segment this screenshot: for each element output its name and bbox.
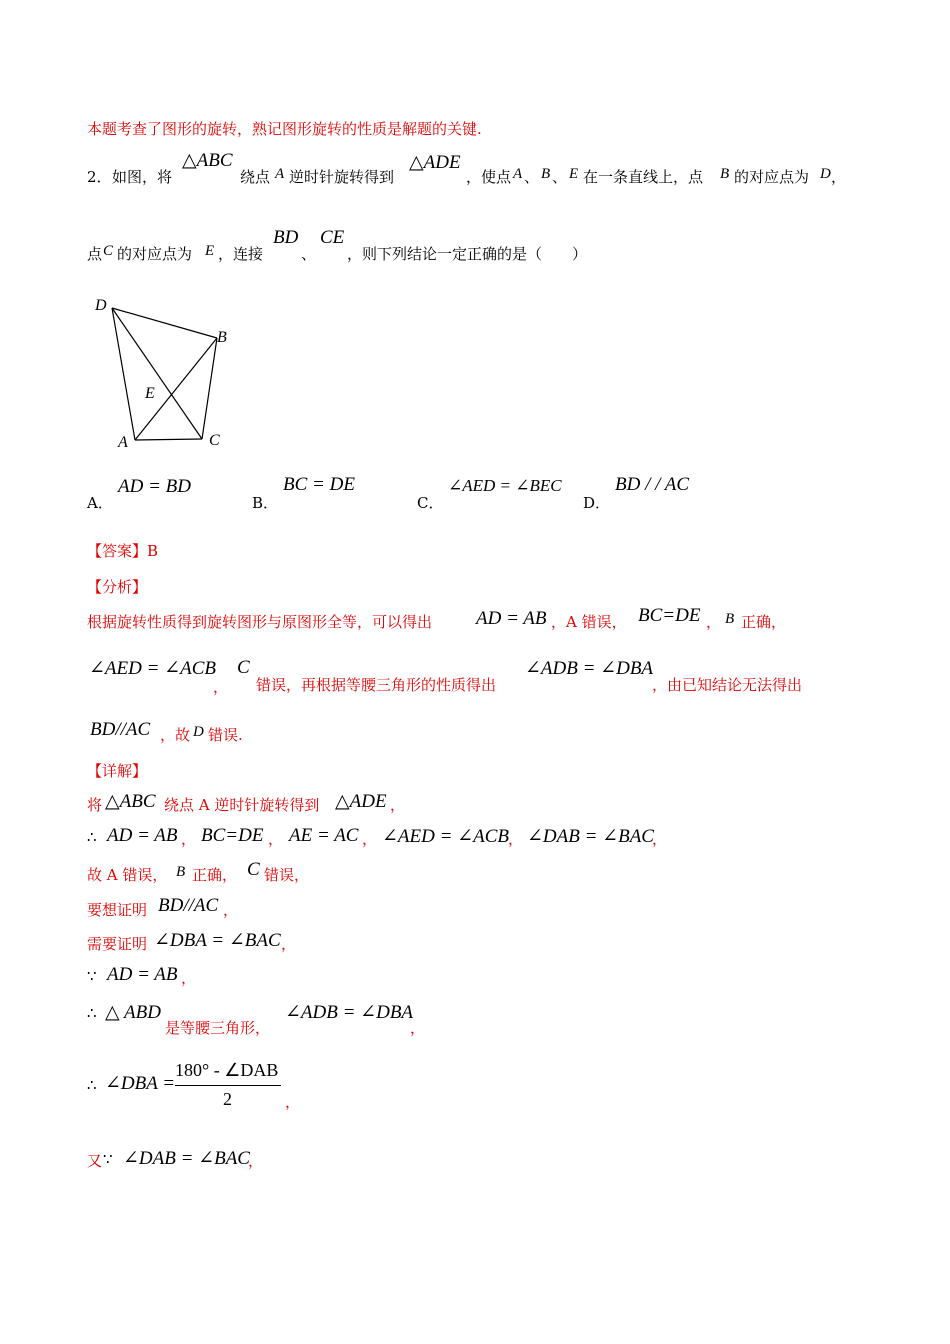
analysis-math: ∠ADB = ∠DBA [525,658,654,679]
detail-math: ∠DAB = ∠BAC [123,1148,250,1169]
question-text: 的对应点为 [734,168,810,186]
figure-label-c: C [209,432,220,449]
answer-line [87,540,158,561]
fraction-numerator: 180° - ∠DAB [175,1060,279,1080]
option-c-expr[interactable]: ∠AED = ∠BEC [448,476,562,495]
math-triangle-abc: △ABC [182,150,233,171]
detail-text: ， [268,830,284,848]
point-label: E [569,166,579,182]
detail-text: ， [652,830,668,848]
point-label: A [275,166,285,182]
separator: 、 [301,245,317,263]
detail-text: 绕点 A 逆时针旋转得到 [164,796,320,814]
option-b-key[interactable]: B． [252,494,279,512]
segment-da [112,308,135,440]
point-label: A [513,166,523,182]
detail-text: ， [410,1019,426,1037]
detail-math: ∠DBA = ∠BAC [154,930,281,951]
option-d-expr[interactable]: BD / / AC [615,474,690,495]
detail-text: 要想证明 [87,901,148,919]
math-triangle-ade: △ADE [409,152,461,173]
analysis-letter: B [725,611,735,627]
detail-text: 故 A 错误， [87,866,168,884]
because-symbol: ∵ [103,1150,113,1168]
detail-text: ， [362,830,378,848]
analysis-letter: C [237,657,250,678]
detail-text: 又 [87,1152,103,1170]
analysis-text: ， [213,678,229,696]
intro-line: 本题考查了图形的旋转，熟记图形旋转的性质是解题的关键. [87,120,482,138]
answer-tag: 【答案】 [87,542,148,560]
question-text: 点 [87,245,103,263]
detail-math: △ADE [335,791,387,812]
question-text: 逆时针旋转得到 [289,168,395,186]
math-segment-ce: CE [320,227,345,248]
analysis-math: ∠AED = ∠ACB [89,658,216,679]
detail-letter: C [247,859,260,880]
therefore-symbol: ∴ [87,828,97,846]
question-text: 的对应点为 [117,245,193,263]
analysis-letter: D [193,724,204,740]
option-b-expr[interactable]: BC = DE [283,474,355,495]
figure-label-e: E [145,385,155,402]
fraction-denominator: 2 [223,1089,232,1109]
analysis-text: 正确， [741,613,787,631]
analysis-text: ，故 [160,726,191,744]
analysis-text: 错误. [208,726,243,744]
detail-text: 需要证明 [87,935,148,953]
option-c-key[interactable]: C． [417,494,444,512]
question-text: ，使点 [466,168,512,186]
detail-math: AE = AC [289,825,359,846]
detail-math: BD//AC [158,895,219,916]
point-label: B [541,166,551,182]
answer-value: B [147,542,159,560]
therefore-symbol: ∴ [87,1076,97,1094]
figure-label-b: B [217,329,227,346]
detail-letter: B [176,864,186,880]
separator: 、 [552,168,568,186]
detail-text: 是等腰三角形， [165,1019,271,1037]
detail-text: ， [390,796,406,814]
geometry-figure [90,290,240,455]
analysis-text: ，A 错误， [551,613,627,631]
detail-text: ， [181,830,197,848]
analysis-tag: 【分析】 [87,578,148,596]
detail-text: 将 [87,796,103,814]
analysis-text: ， [706,613,722,631]
analysis-text: ，由已知结论无法得出 [652,676,803,694]
analysis-math: BC=DE [638,605,701,626]
detail-math: ∠DBA = [105,1073,176,1094]
option-d-key[interactable]: D． [583,494,611,512]
segment-ac [135,439,202,440]
segment-db [112,308,217,338]
question-text: 在一条直线上，点 [583,168,704,186]
analysis-math: BD//AC [90,719,151,740]
question-text: ，则下列结论一定正确的是（ ） [347,245,588,263]
detail-text: ， [248,1152,264,1170]
detail-text: 正确， [192,866,238,884]
point-label: C [103,243,114,259]
detail-text: 错误， [264,866,310,884]
detail-math: ∠DAB = ∠BAC [527,826,654,847]
detail-math: AD = AB [107,825,178,846]
detail-math: ∠ADB = ∠DBA [285,1002,414,1023]
detail-math: BC=DE [201,825,264,846]
analysis-text: 根据旋转性质得到旋转图形与原图形全等，可以得出 [87,613,433,631]
question-text: ， [831,168,847,186]
detail-text: ， [223,901,239,919]
figure-label-a: A [118,434,128,451]
point-label: E [205,243,215,259]
detail-text: ， [181,969,197,987]
math-segment-bd: BD [273,227,299,248]
therefore-symbol: ∴ [87,1004,97,1022]
question-number: 2． [87,168,112,186]
analysis-text: 错误，再根据等腰三角形的性质得出 [256,676,497,694]
question-text: ，连接 [218,245,264,263]
because-symbol: ∵ [87,967,97,985]
option-a-expr[interactable]: AD = BD [118,476,191,497]
detail-text: ， [285,1093,301,1111]
figure-label-d: D [95,297,107,314]
question-text: 如图，将 [112,168,173,186]
point-label: D [820,166,831,182]
question-text: 绕点 [240,168,271,186]
detail-math: AD = AB [107,964,178,985]
analysis-math: AD = AB [476,608,547,629]
detail-text: ， [508,830,524,848]
detail-math: △ ABD [105,1002,161,1023]
detail-math: ∠AED = ∠ACB [382,826,509,847]
detail-math: △ABC [105,791,156,812]
detail-tag: 【详解】 [87,762,148,780]
point-label: B [720,166,730,182]
fraction-bar [175,1085,281,1086]
detail-text: ， [281,935,297,953]
option-a-key[interactable]: A． [87,494,113,512]
separator: 、 [524,168,540,186]
